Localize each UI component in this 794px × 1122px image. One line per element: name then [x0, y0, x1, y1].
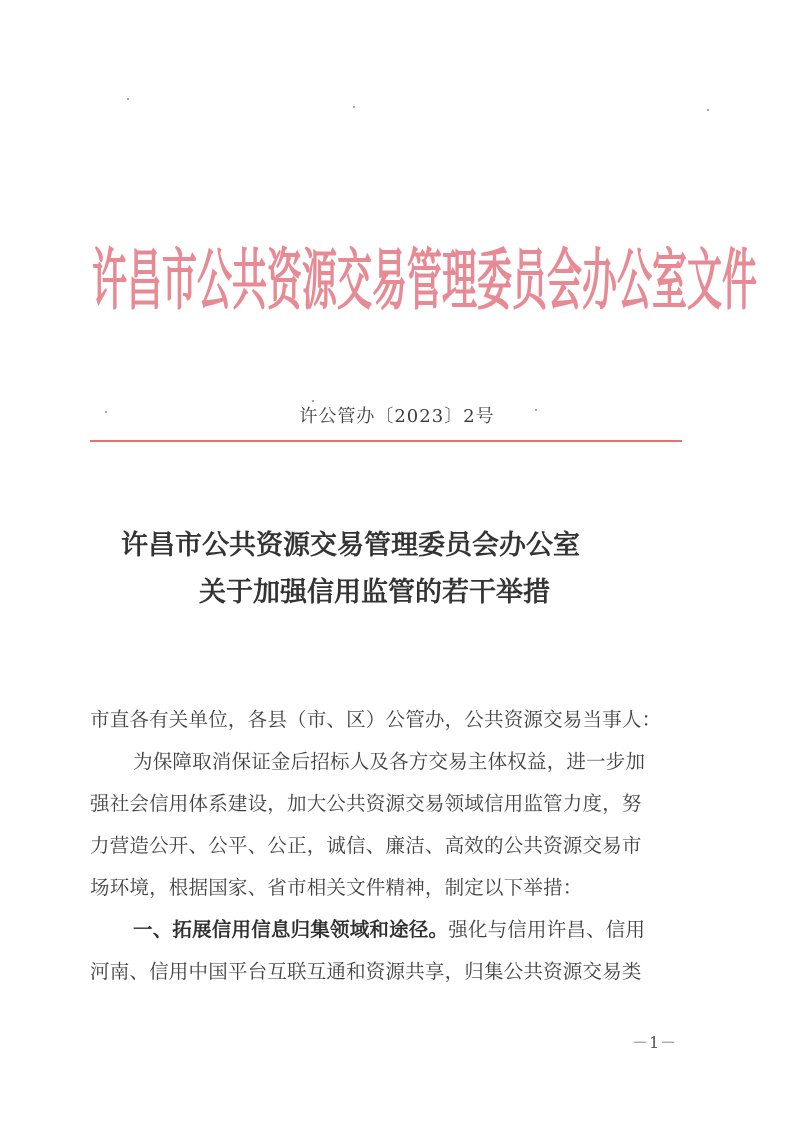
section-1-heading: 一、拓展信用信息归集领域和途径。: [133, 918, 449, 941]
section-1-first-line: [133, 914, 645, 942]
paragraph-line: 力营造公开、公平、公正，诚信、廉洁、高效的公共资源交易市: [90, 834, 642, 857]
document-title-line-1: 许昌市公共资源交易管理委员会办公室: [121, 530, 580, 561]
section-1-second-line: 河南、信用中国平台互联互通和资源共享，归集公共资源交易类: [90, 960, 642, 983]
document-number: 许公管办〔2023〕2号: [299, 406, 495, 427]
red-divider-line: [90, 440, 682, 442]
paragraph-line: 为保障取消保证金后招标人及各方交易主体权益，进一步加: [133, 750, 646, 773]
document-masthead: 许昌市公共资源交易管理委员会办公室文件: [92, 242, 758, 320]
scan-speck: [127, 98, 129, 100]
page-number: －1－: [632, 1033, 678, 1052]
paragraph-line: 场环境，根据国家、省市相关文件精神，制定以下举措：: [90, 876, 583, 899]
scan-speck: [707, 109, 709, 111]
salutation: 市直各有关单位，各县（市、区）公管办，公共资源交易当事人：: [90, 708, 662, 731]
paragraph-line: 强社会信用体系建设，加大公共资源交易领域信用监管力度，努: [90, 792, 642, 815]
section-1-text: 强化与信用许昌、信用: [448, 918, 646, 941]
document-title-line-2: 关于加强信用监管的若干举措: [199, 577, 550, 608]
scan-speck: [353, 106, 355, 108]
